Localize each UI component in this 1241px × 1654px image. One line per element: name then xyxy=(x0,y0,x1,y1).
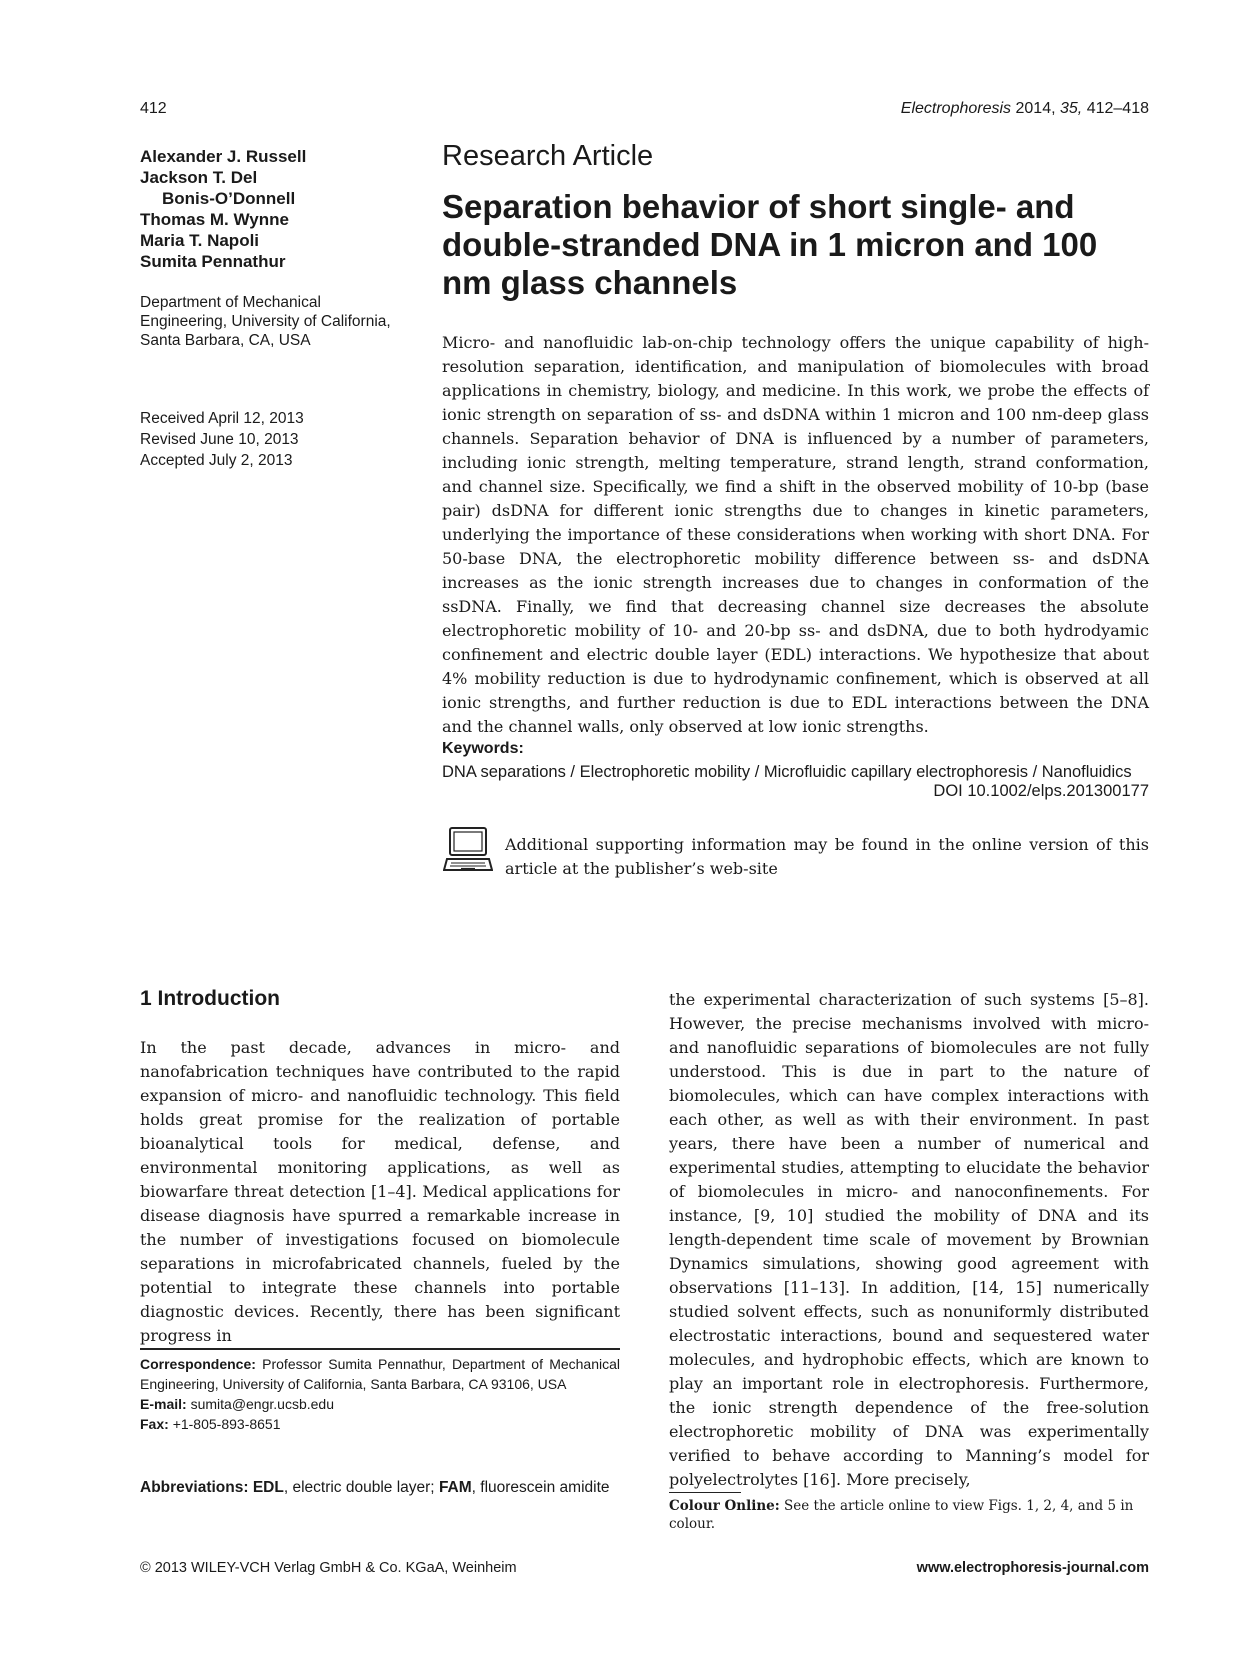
introduction-text-right: the experimental characterization of such systems [5–8]. However, the precise mechanisms involved with micro- and nanofluidic separations of biomolecules are not fully understood. This is due in part to the nature of biomolecules, which can have complex interactions with each other, as well as with their environment. In past years, there have been a number of numerical and experimental studies, attempting to elucidate the behavior of biomolecules in micro- and nanoconfinements. For instance, [9, 10] studied the mobility of DNA and its length-dependent time scale of movement by Brownian Dynamics simulations, showing good agreement with observations [11–13]. In addition, [14, 15] numerically studied solvent effects, such as nonuniformly distributed electrostatic interactions, bound and sequestered water molecules, and hydrophobic effects, which are known to play an important role in electrophoresis. Furthermore, the ionic strength dependence of the free-solution electrophoretic mobility of DNA was experimentally verified to behave according to Manning’s model for polyelectrolytes [16]. More precisely, xyxy=(669,990,1149,1489)
journal-year: 2014, xyxy=(1015,100,1056,117)
supporting-info-note: Additional supporting information may be found in the online version of this article at the publisher’s web-site xyxy=(505,835,1149,878)
colour-online-label: Colour Online: xyxy=(669,1498,780,1514)
footnote-divider xyxy=(140,1348,620,1350)
correspondence-label: Correspondence: xyxy=(140,1356,256,1372)
fax-label: Fax: xyxy=(140,1416,169,1432)
fax-number: +1-805-893-8651 xyxy=(172,1416,281,1432)
correspondence-fax xyxy=(140,1414,620,1434)
journal-pages: 412–418 xyxy=(1086,100,1149,117)
journal-url-link[interactable]: www.electrophoresis-journal.com xyxy=(916,1560,1149,1576)
author-list xyxy=(140,146,440,272)
page-number: 412 xyxy=(140,100,167,117)
email-label: E-mail: xyxy=(140,1396,187,1412)
abbreviations-label: Abbreviations: xyxy=(140,1479,249,1496)
correspondence-block xyxy=(140,1354,620,1434)
author-name: Maria T. Napoli xyxy=(140,231,260,250)
journal-reference xyxy=(901,100,1149,118)
date-accepted: Accepted July 2, 2013 xyxy=(140,452,293,469)
author-name: Thomas M. Wynne xyxy=(140,210,289,229)
colour-online-note xyxy=(669,1497,1149,1533)
correspondence-address xyxy=(140,1354,620,1394)
article-dates xyxy=(140,408,400,471)
introduction-text-left: In the past decade, advances in micro- and nanofabrication techniques have contributed to the rapid expansion of micro- and nanofluidic technology. This field holds great promise for the realization of portable bioanalytical tools for medical, defense, and environmental monitoring applications, as well as biowarfare threat detection [1–4]. Medical applications for disease diagnosis have spurred a remarkable increase in the number of investigations focused on biomolecule separations in microfabricated channels, fueled by the potential to integrate these channels into portable diagnostic devices. Recently, there has been significant progress in xyxy=(140,1038,620,1345)
colour-note-divider xyxy=(669,1492,741,1493)
correspondence-text: Professor Sumita Pennathur, Department of Mechanical Engineering, University of California, Santa Barbara, CA 93106, USA xyxy=(140,1356,621,1392)
computer-icon xyxy=(443,826,493,874)
journal-name: Electrophoresis xyxy=(900,100,1012,117)
date-revised: Revised June 10, 2013 xyxy=(140,431,299,448)
author-name: Alexander J. Russell xyxy=(140,147,307,166)
copyright: © 2013 WILEY-VCH Verlag GmbH & Co. KGaA, Weinheim xyxy=(140,1560,517,1576)
author-name: Sumita Pennathur xyxy=(140,252,286,271)
article-type: Research Article xyxy=(442,140,654,172)
author-name: Bonis-O’Donnell xyxy=(162,189,296,208)
colour-online-text: See the article online to view Figs. 1, 2, 4, and 5 in colour. xyxy=(669,1498,1134,1532)
journal-volume: 35, xyxy=(1060,100,1083,117)
email-address[interactable]: sumita@engr.ucsb.edu xyxy=(190,1396,334,1412)
affiliation: Department of Mechanical Engineering, University of California, Santa Barbara, CA, USA xyxy=(140,294,391,349)
abbreviation-term: FAM xyxy=(438,1479,472,1496)
abstract: Micro- and nanofluidic lab-on-chip technology offers the unique capability of high-resolution separation, identification, and manipulation of biomolecules with broad applications in chemistry, biology, and medicine. In this work, we probe the effects of ionic strength on separation of ss- and dsDNA within 1 micron and 100 nm-deep glass channels. Separation behavior of DNA is influenced by a number of parameters, including ionic strength, melting temperature, strand length, strand conformation, and channel size. Specifically, we find a shift in the observed mobility of 10-bp (base pair) dsDNA for different ionic strengths due to changes in kinetic parameters, underlying the importance of these considerations when working with short DNA. For 50-base DNA, the electrophoretic mobility difference between ss- and dsDNA increases as the ionic strength increases due to changes in conformation of the ssDNA. Finally, we find that decreasing channel size decreases the absolute electrophoretic mobility of 10- and 20-bp ss- and dsDNA, due to both hydrodyamic confinement and electric double layer (EDL) interactions. We hypothesize that about 4% mobility reduction is due to hydrodynamic confinement, which is observed at all ionic strengths, and further reduction is due to EDL interactions between the DNA and the channel walls, only observed at low ionic strengths. xyxy=(442,333,1149,736)
article-title: Separation behavior of short single- and double-stranded DNA in 1 micron and 100 nm glass channels xyxy=(442,188,1098,301)
section-heading-introduction: 1 Introduction xyxy=(140,987,280,1010)
abbreviation-definition: electric double layer; xyxy=(292,1479,435,1496)
abbreviations-block: Abbreviations: EDL, electric double layer; FAM, fluorescein amidite xyxy=(140,1479,610,1496)
keywords: DNA separations / Electrophoretic mobility / Microfluidic capillary electrophoresis / Nanofluidics xyxy=(442,763,1132,781)
author-name: Jackson T. Del xyxy=(140,168,258,187)
abbreviation-definition: fluorescein amidite xyxy=(480,1479,610,1496)
doi: DOI 10.1002/elps.201300177 xyxy=(933,782,1149,800)
correspondence-email xyxy=(140,1394,620,1414)
date-received: Received April 12, 2013 xyxy=(140,410,304,427)
abbreviation-term: EDL xyxy=(252,1479,284,1496)
keywords-heading: Keywords: xyxy=(442,740,524,757)
